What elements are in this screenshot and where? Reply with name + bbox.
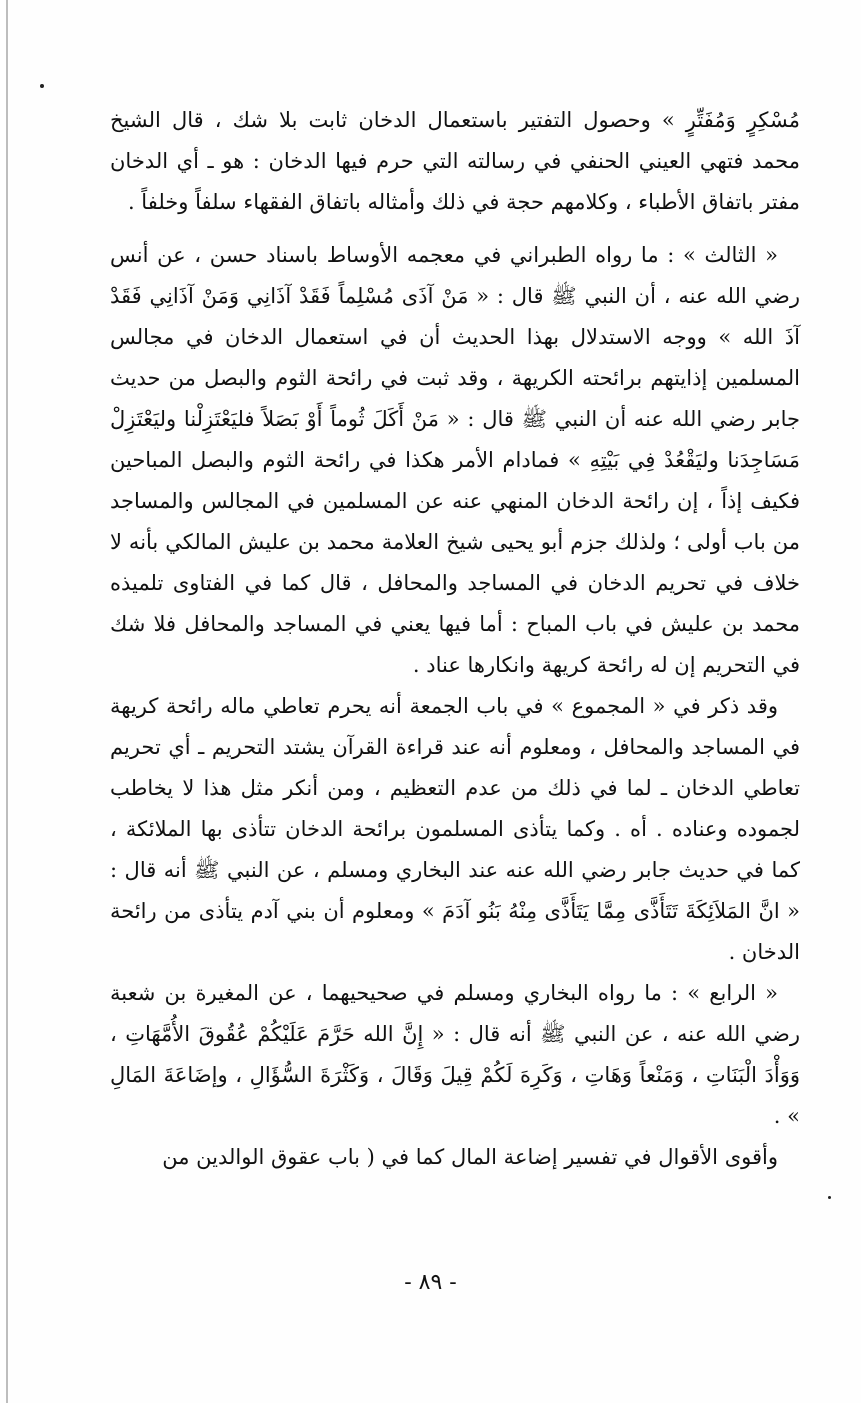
- page-number: - ٨٩ -: [404, 1270, 457, 1295]
- paragraph: مُسْكِرٍ وَمُفَتِّرٍ » وحصول التفتير باستعمال الدخان ثابت بلا شك ، قال الشيخ محمد فتهي العيني الحنفي في رسالته التي حرم فيها الدخان : هو ـ أي الدخان مفتر باتفاق الأطباء ، وكلامهم حجة في ذلك وأمثاله باتفاق الفقهاء سلفاً وخلفاً .: [110, 108, 800, 214]
- paragraph: وقد ذكر في « المجموع » في باب الجمعة أنه يحرم تعاطي ماله رائحة كريهة في المساجد والمحافل ، ومعلوم أنه عند قراءة القرآن يشتد التحريم ـ أي تحريم تعاطي الدخان ـ لما في ذلك من عدم التعظيم ، ومن أنكر مثل هذا لا يخاطب لجموده وعناده . أه . وكما يتأذى المسلمون برائحة الدخان تتأذى بها الملائكة ، كما في حديث جابر رضي الله عنه عند البخاري ومسلم ، عن النبي ﷺ أنه قال : « انَّ المَلاَئِكَةَ تَتَأَذَّى مِمَّا يَتَأَذَّى مِنْهُ بَنُو آدَمَ » ومعلوم أن بني آدم يتأذى من رائحة الدخان .: [110, 694, 800, 964]
- paragraph: « الثالث » : ما رواه الطبراني في معجمه الأوساط باسناد حسن ، عن أنس رضي الله عنه ، أن النبي ﷺ قال : « مَنْ آذَى مُسْلِماً فَقَدْ آذَانِي وَمَنْ آذَانِي فَقَدْ آذَ الله » ووجه الاستدلال بهذا الحديث أن في استعمال الدخان في مجالس المسلمين إذايتهم برائحته الكريهة ، وقد ثبت في رائحة الثوم والبصل من حديث جابر رضي الله عنه أن النبي ﷺ قال : « مَنْ أَكَلَ ثُوماً أَوْ بَصَلاً فليَعْتَزِلْنا وليَعْتَزِلْ مَسَاجِدَنا وليَقْعُدْ فِي بَيْتِهِ » فمادام الأمر هكذا في رائحة الثوم والبصل المباحين فكيف إذاً ، إن رائحة الدخان المنهي عنه عن المسلمين في المجالس والمساجد من باب أولى ؛ ولذلك جزم أبو يحيى شيخ العلامة محمد بن عليش المالكي بأنه لا خلاف في تحريم الدخان في المساجد والمحافل ، قال كما في الفتاوى تلميذه محمد بن عليش في باب المباح : أما فيها يعني في المساجد والمحافل فلا شك في التحريم إن له رائحة كريهة وانكارها عناد .: [110, 243, 800, 677]
- body-text: [110, 100, 800, 1178]
- scan-speck: [40, 84, 44, 88]
- scan-edge-line: [6, 0, 8, 1403]
- scan-speck: [828, 1196, 831, 1199]
- paragraph: « الرابع » : ما رواه البخاري ومسلم في صحيحيهما ، عن المغيرة بن شعبة رضي الله عنه ، عن النبي ﷺ أنه قال : « إِنَّ الله حَرَّمَ عَلَيْكُمْ عُقُوقَ الأُمَّهَاتِ ، وَوَأْدَ الْبَنَاتِ ، وَمَنْعاً وَهَاتِ ، وَكَرِهَ لَكُمْ قِيلَ وَقَالَ ، وَكَثْرَةَ السُّؤَالِ ، وإضَاعَةَ المَالِ » .: [110, 981, 800, 1128]
- paragraph: وأقوى الأقوال في تفسير إضاعة المال كما في ( باب عقوق الوالدين من: [162, 1145, 778, 1169]
